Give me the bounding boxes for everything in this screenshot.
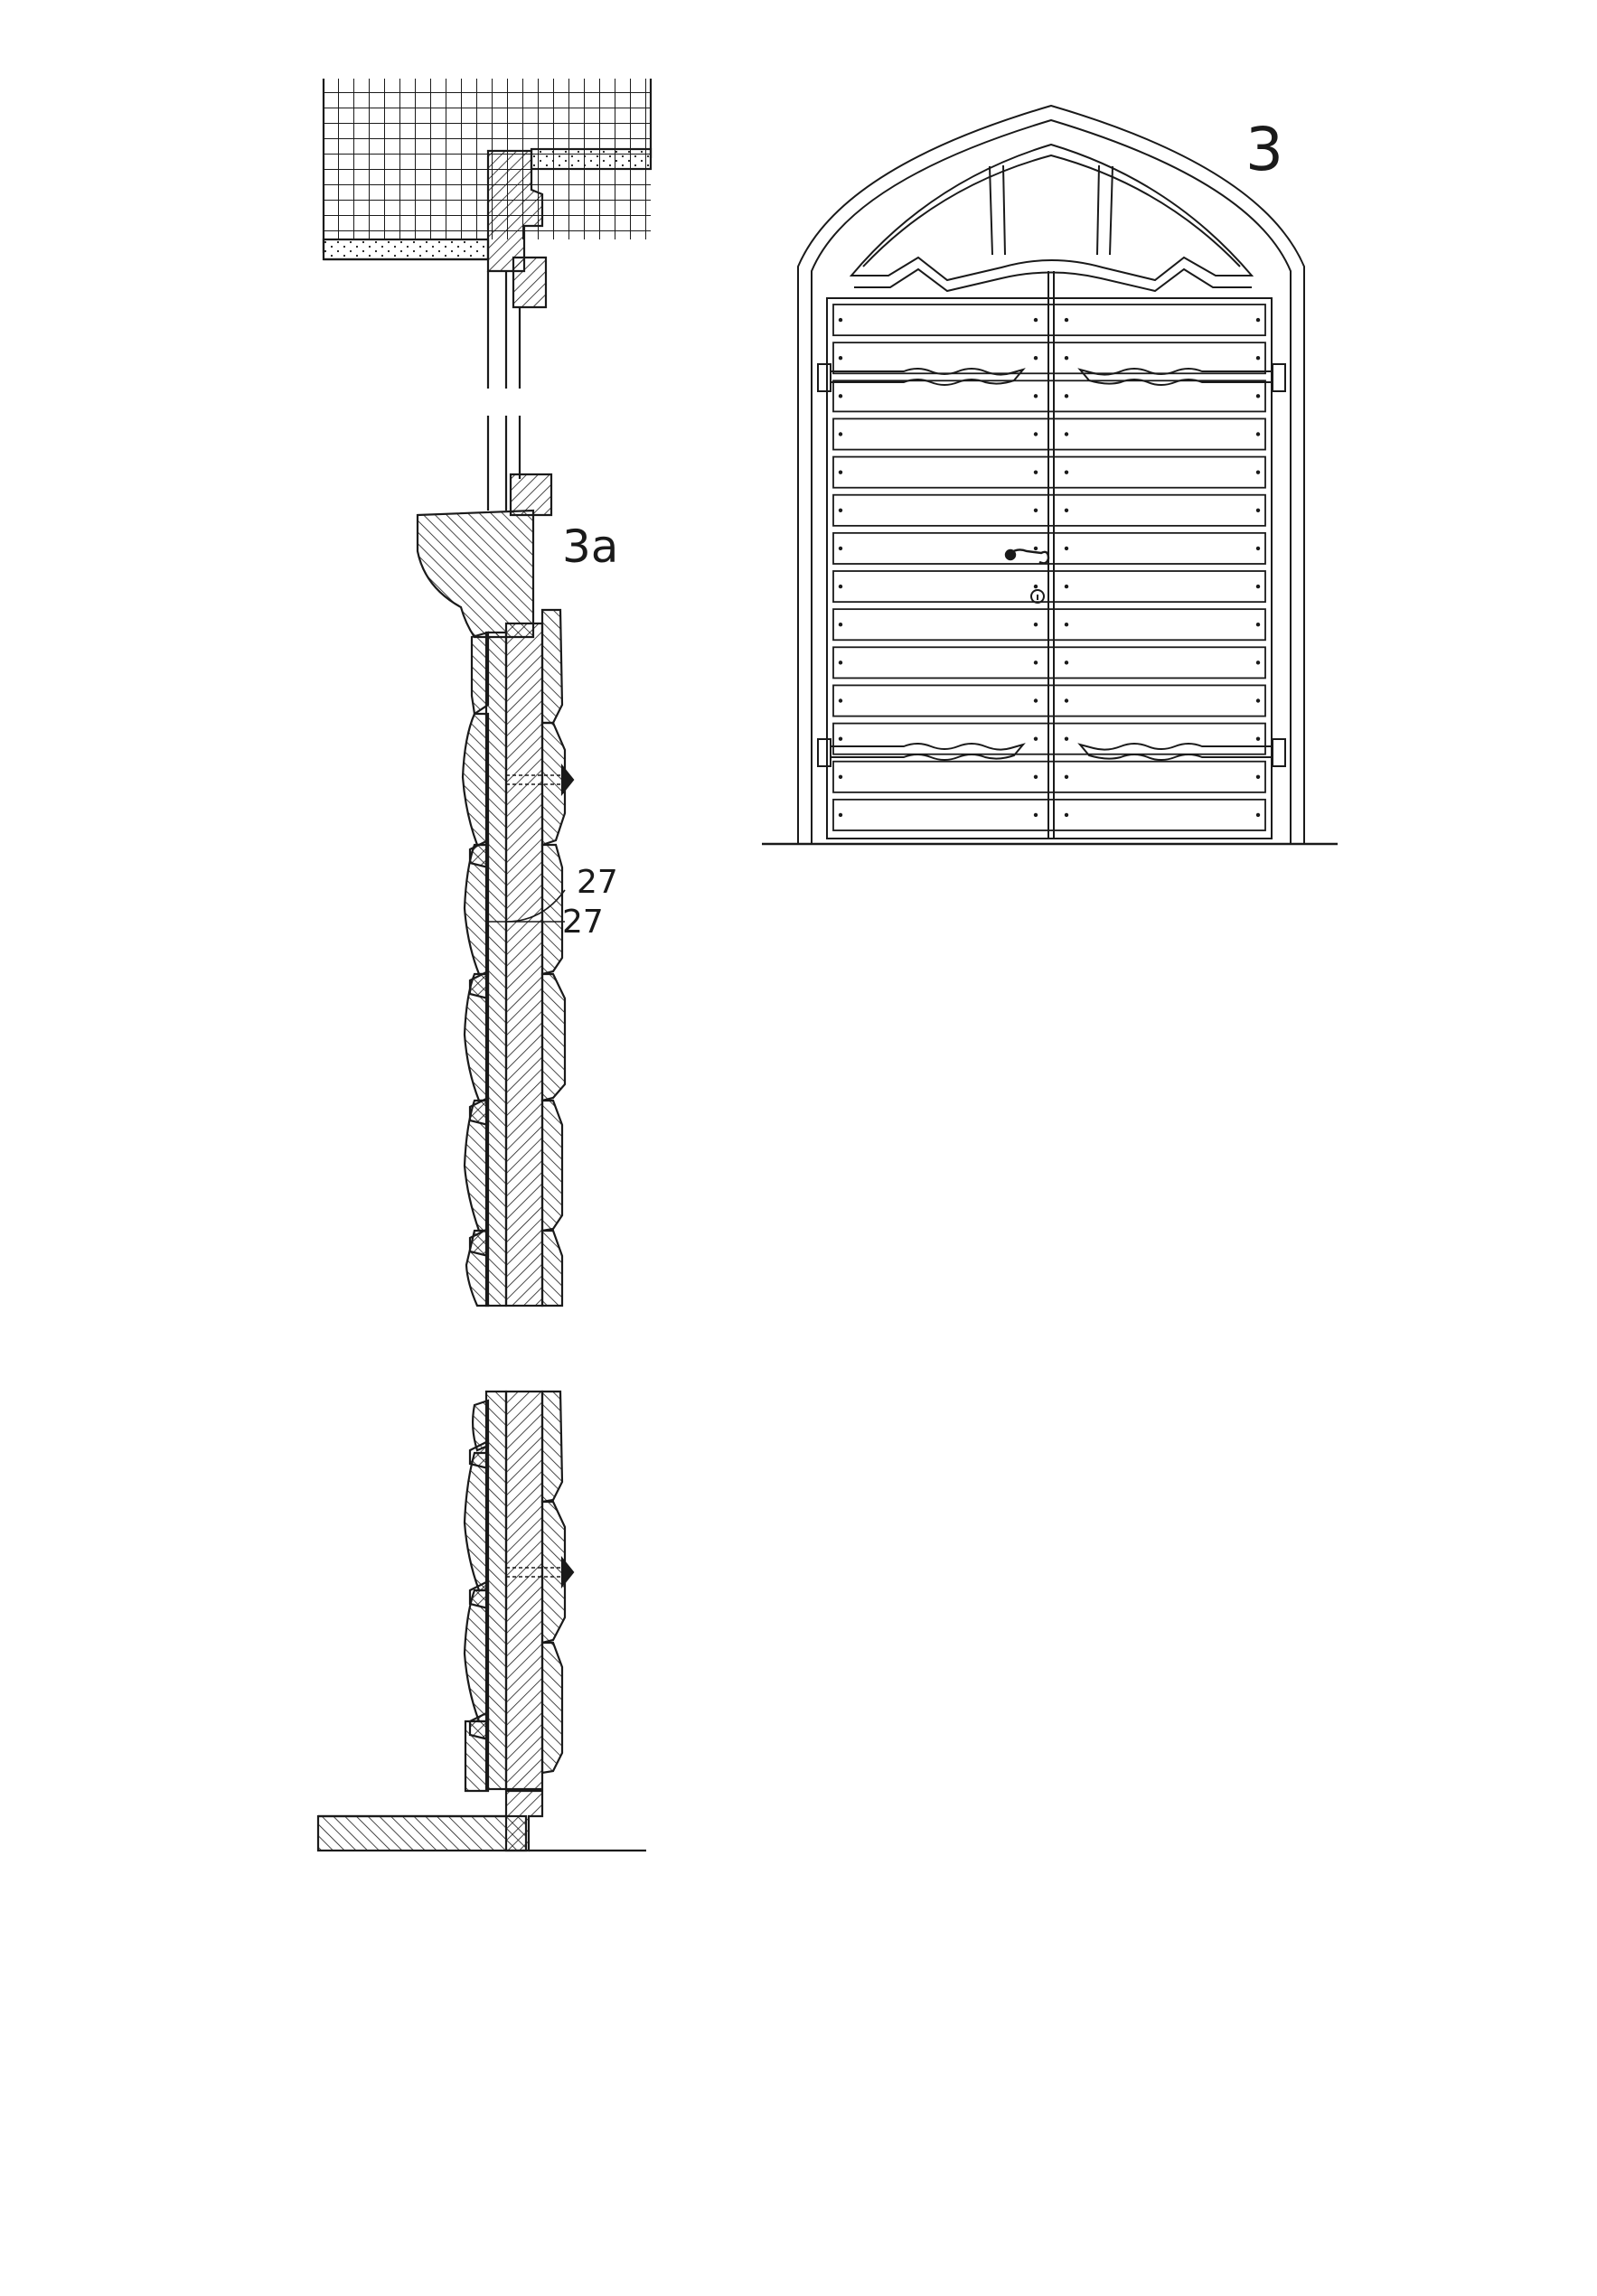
frame-stop [513, 258, 546, 307]
nail [1256, 736, 1260, 740]
hinge-strap [831, 369, 1023, 385]
door-leaf-backing [486, 1392, 506, 1789]
nail [1256, 661, 1260, 664]
arch-frame-outer [798, 106, 1304, 843]
door-leaf-backing [486, 633, 506, 1306]
nail [1065, 547, 1068, 550]
label-dim-lower: 27 [562, 904, 604, 941]
nail [1065, 736, 1068, 740]
nail [1256, 585, 1260, 588]
nail [1256, 698, 1260, 702]
nail [1065, 661, 1068, 664]
nail [1065, 775, 1068, 779]
floor-slab [318, 1816, 526, 1851]
label-elevation-3: 3 [1245, 115, 1283, 184]
arch-frame-inner [812, 120, 1291, 843]
nail [839, 394, 842, 398]
hinge-pin [818, 739, 831, 766]
nail [839, 470, 842, 473]
nail [839, 356, 842, 360]
hinge-strap [1080, 744, 1273, 760]
nail [839, 585, 842, 588]
hinge-pin [818, 364, 831, 391]
door-handle [1006, 549, 1048, 563]
label-section-3a: 3a [562, 520, 619, 573]
nail [1034, 775, 1038, 779]
nail [1256, 470, 1260, 473]
nail [1065, 698, 1068, 702]
nail [1256, 775, 1260, 779]
hinge-pin [1273, 739, 1285, 766]
nail [1065, 318, 1068, 322]
nail [839, 623, 842, 626]
nail [1034, 432, 1038, 436]
nail [1256, 394, 1260, 398]
plaster-strip [531, 149, 651, 169]
nail [839, 509, 842, 512]
nail [1065, 585, 1068, 588]
nail [839, 318, 842, 322]
nail [1256, 432, 1260, 436]
nail [1256, 509, 1260, 512]
hinge-strap [1080, 369, 1273, 385]
section-lower [318, 1392, 646, 1851]
nail [1256, 547, 1260, 550]
nail [839, 775, 842, 779]
nail [1034, 623, 1038, 626]
nail [839, 432, 842, 436]
nail [839, 661, 842, 664]
keyhole-icon [1031, 590, 1044, 603]
nail [839, 547, 842, 550]
nail [1256, 318, 1260, 322]
nail [839, 813, 842, 817]
nail [1034, 698, 1038, 702]
door-leaf-core [506, 623, 542, 1306]
transom-moulding [418, 511, 533, 637]
hinge-straps [818, 364, 1285, 766]
nail [1034, 661, 1038, 664]
nail [1034, 736, 1038, 740]
nail [1034, 547, 1038, 550]
nail [1034, 813, 1038, 817]
door-leaf-core [506, 1392, 542, 1789]
nail [1065, 813, 1068, 817]
nail [1065, 356, 1068, 360]
nail [1065, 509, 1068, 512]
nail [1065, 623, 1068, 626]
nail [1065, 470, 1068, 473]
outer-planks-upper [542, 610, 565, 1306]
door-elevation [798, 106, 1304, 843]
hinge-pin [1273, 364, 1285, 391]
nail [1065, 394, 1068, 398]
nail [1034, 356, 1038, 360]
nail [839, 736, 842, 740]
nail [1034, 470, 1038, 473]
nail [1065, 432, 1068, 436]
fanlight-mullions [990, 165, 1113, 255]
hinge-strap [831, 744, 1023, 760]
nail [1034, 509, 1038, 512]
nail [1256, 813, 1260, 817]
section-drawing [324, 79, 651, 1306]
nail [1256, 623, 1260, 626]
inner-planks-upper [463, 633, 488, 1306]
nail [1034, 394, 1038, 398]
nail [1034, 318, 1038, 322]
nail [1034, 585, 1038, 588]
label-dim-upper: 27 [577, 864, 618, 901]
nail [1256, 356, 1260, 360]
nail [839, 698, 842, 702]
fanlight-frame [851, 145, 1252, 280]
plaster-strip [324, 239, 488, 259]
frame-stop [511, 474, 551, 515]
